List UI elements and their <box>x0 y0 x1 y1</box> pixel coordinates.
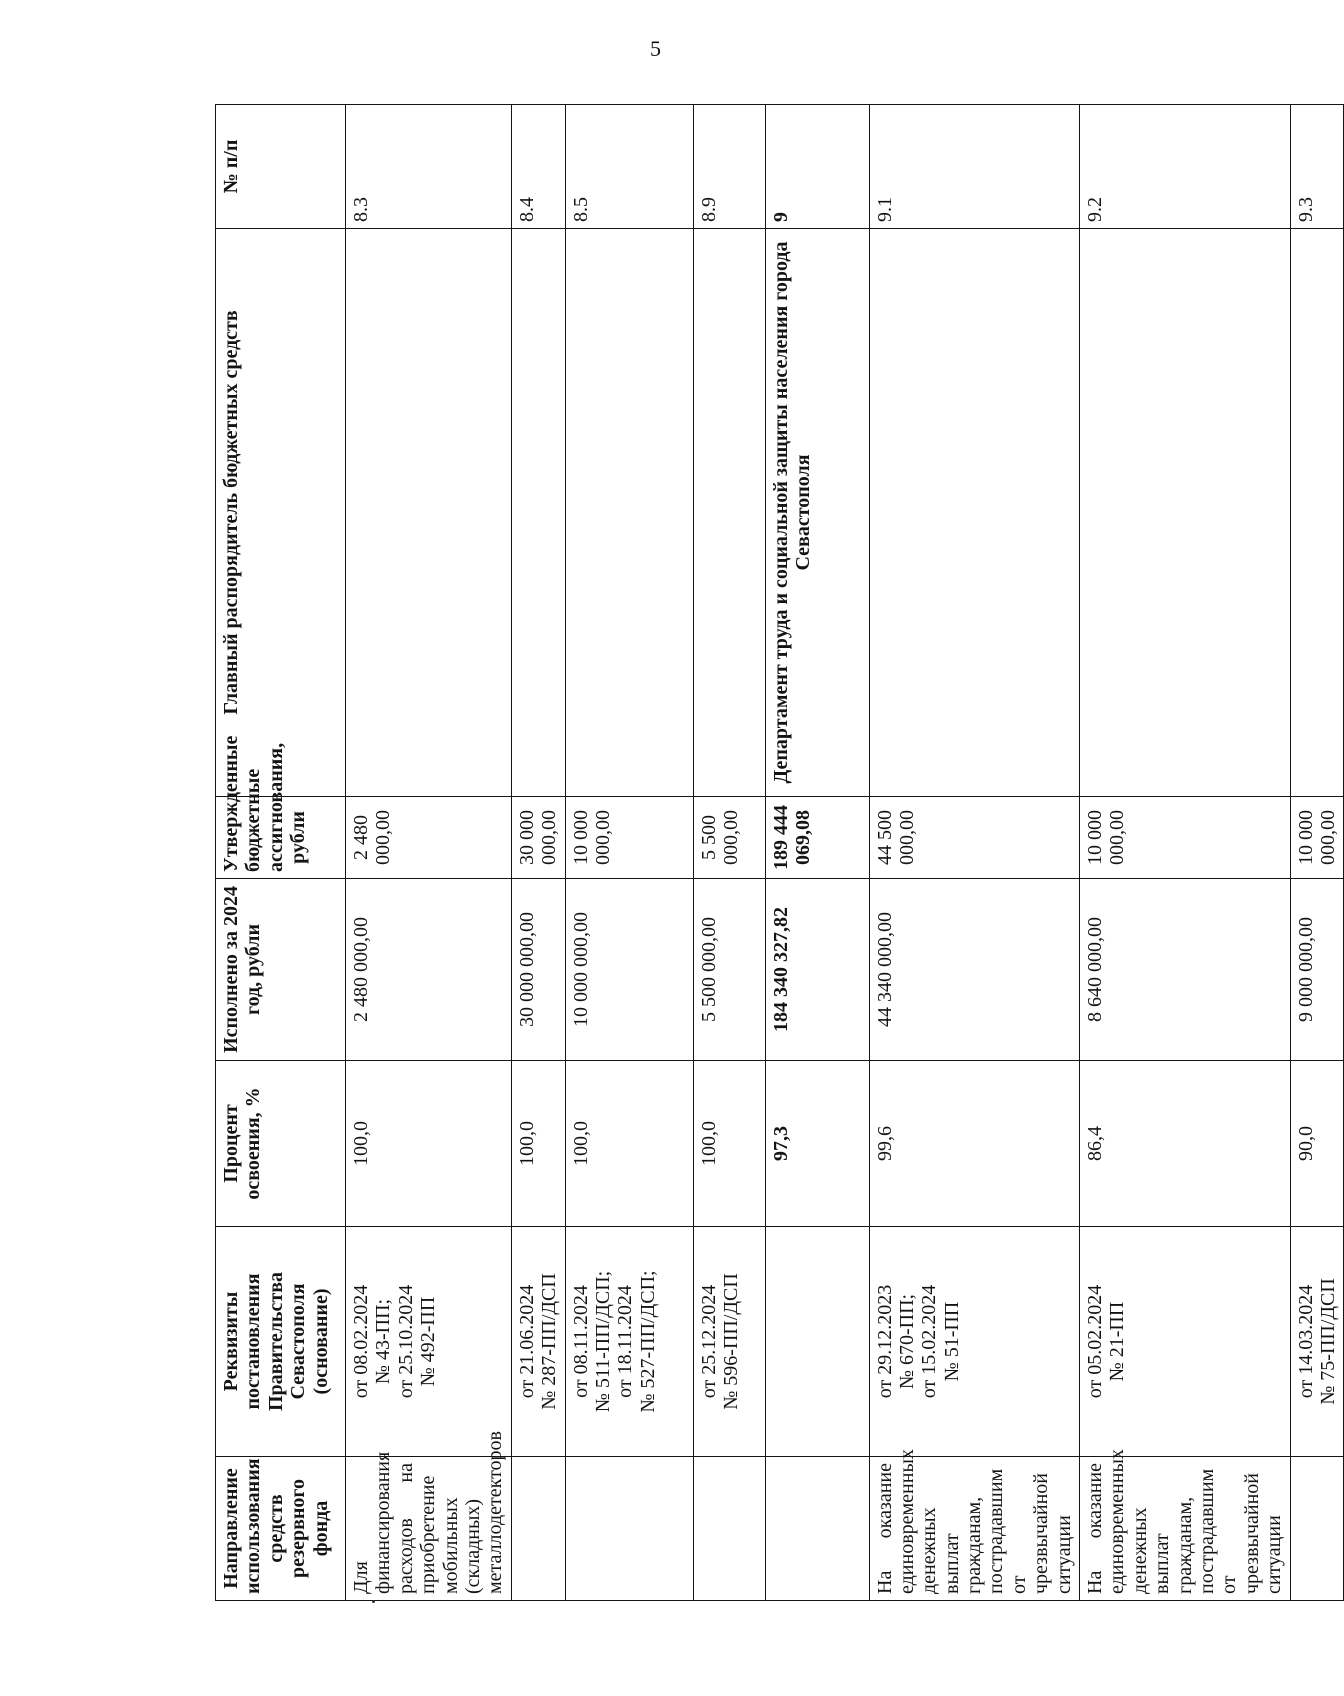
cell-percent: 100,0 <box>346 1060 512 1226</box>
cell-num: 9.2 <box>1080 104 1291 228</box>
cell-doc: от 25.12.2024 № 596-ПП/ДСП <box>693 1226 765 1456</box>
cell-doc: от 08.11.2024 № 511-ПП/ДСП; от 18.11.2024 № 527-ПП/ДСП; <box>565 1226 693 1456</box>
table-row <box>565 104 693 1600</box>
cell-org <box>565 228 693 796</box>
cell-executed: 10 000 000,00 <box>565 878 693 1060</box>
cell-percent: 100,0 <box>693 1060 765 1226</box>
cell-percent: 100,0 <box>565 1060 693 1226</box>
header-purpose: Направление использования средств резервного фонда <box>216 1456 346 1600</box>
table-row <box>693 104 765 1600</box>
table-row <box>1290 104 1344 1600</box>
cell-org <box>511 228 565 796</box>
header-approved: Утвержденные бюджетные ассигнования, рубли <box>216 796 346 878</box>
cell-num: 8.5 <box>565 104 693 228</box>
cell-executed: 30 000 000,00 <box>511 878 565 1060</box>
table-row <box>346 104 512 1600</box>
header-org: Главный распорядитель бюджетных средств <box>216 228 346 796</box>
cell-purpose <box>693 1456 765 1600</box>
cell-purpose <box>765 1456 869 1600</box>
reserve-fund-table-frame <box>215 105 1339 1601</box>
cell-doc: от 08.02.2024 № 43-ПП; от 25.10.2024 № 492-ПП <box>346 1226 512 1456</box>
cell-percent: 100,0 <box>511 1060 565 1226</box>
cell-purpose <box>511 1456 565 1600</box>
cell-doc: от 05.02.2024 № 21-ПП <box>1080 1226 1291 1456</box>
cell-org <box>869 228 1080 796</box>
cell-executed: 2 480 000,00 <box>346 878 512 1060</box>
cell-purpose <box>1290 1456 1344 1600</box>
cell-approved: 189 444 069,08 <box>765 796 869 878</box>
cell-org <box>346 228 512 796</box>
cell-num: 9.3 <box>1290 104 1344 228</box>
cell-approved: 2 480 000,00 <box>346 796 512 878</box>
cell-num: 9.1 <box>869 104 1080 228</box>
cell-org <box>693 228 765 796</box>
cell-percent: 86,4 <box>1080 1060 1291 1226</box>
cell-approved: 5 500 000,00 <box>693 796 765 878</box>
cell-purpose: На оказание единовременных денежных выплат гражданам, пострадавшим от чрезвычайной ситуации <box>869 1456 1080 1600</box>
cell-percent: 90,0 <box>1290 1060 1344 1226</box>
cell-org: Департамент труда и социальной защиты населения города Севастополя <box>765 228 869 796</box>
cell-executed: 184 340 327,82 <box>765 878 869 1060</box>
table-row <box>1080 104 1291 1600</box>
cell-org <box>1080 228 1291 796</box>
cell-executed: 8 640 000,00 <box>1080 878 1291 1060</box>
header-percent: Процент освоения, % <box>216 1060 346 1226</box>
table-header-row <box>216 104 346 1600</box>
header-doc: Реквизиты постановления Правительства Севастополя (основание) <box>216 1226 346 1456</box>
cell-percent: 97,3 <box>765 1060 869 1226</box>
cell-executed: 5 500 000,00 <box>693 878 765 1060</box>
table-row <box>869 104 1080 1600</box>
cell-executed: 9 000 000,00 <box>1290 878 1344 1060</box>
cell-approved: 30 000 000,00 <box>511 796 565 878</box>
cell-approved: 44 500 000,00 <box>869 796 1080 878</box>
cell-doc <box>765 1226 869 1456</box>
cell-num: 8.4 <box>511 104 565 228</box>
cell-executed: 44 340 000,00 <box>869 878 1080 1060</box>
cell-purpose: Для финансирования расходов на приобретение мобильных (складных) металлодетекторов <box>346 1456 512 1600</box>
header-num: № п/п <box>216 104 346 228</box>
cell-doc: от 29.12.2023 № 670-ПП; от 15.02.2024 № 51-ПП <box>869 1226 1080 1456</box>
cell-approved: 10 000 000,00 <box>1080 796 1291 878</box>
cell-doc: от 21.06.2024 № 287-ПП/ДСП <box>511 1226 565 1456</box>
cell-purpose <box>565 1456 693 1600</box>
cell-approved: 10 000 000,00 <box>565 796 693 878</box>
cell-org <box>1290 228 1344 796</box>
cell-num: 8.9 <box>693 104 765 228</box>
scan-speck <box>372 1600 375 1603</box>
header-executed: Исполнено за 2024 год, рубли <box>216 878 346 1060</box>
cell-doc: от 14.03.2024 № 75-ПП/ДСП <box>1290 1226 1344 1456</box>
cell-percent: 99,6 <box>869 1060 1080 1226</box>
cell-num: 9 <box>765 104 869 228</box>
cell-num: 8.3 <box>346 104 512 228</box>
table-row <box>511 104 565 1600</box>
table-row <box>765 104 869 1600</box>
reserve-fund-table <box>215 104 1344 1601</box>
page-number: 5 <box>650 36 661 61</box>
cell-purpose: На оказание единовременных денежных выплат гражданам, пострадавшим от чрезвычайной ситуации <box>1080 1456 1291 1600</box>
cell-approved: 10 000 000,00 <box>1290 796 1344 878</box>
